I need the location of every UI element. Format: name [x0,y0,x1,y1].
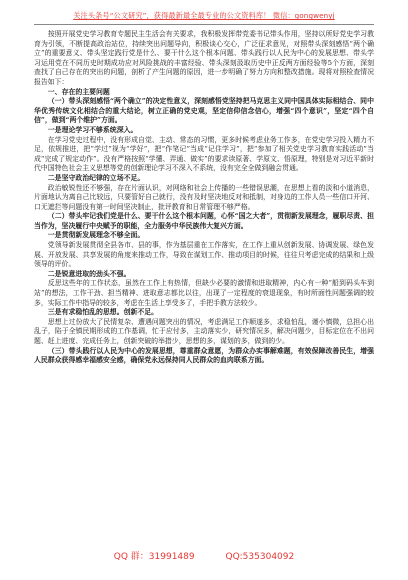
document-body [34,30,374,366]
promo-banner-link[interactable]: 关注头条号“公文研究”，获得最新最全最专业的公文资料库！ 微信：gongwenyj [73,11,335,20]
section-subheading: 二是坚守政治纪律的立场不足。 [47,173,145,182]
body-paragraph: 党领导新发展贯彻全县各市、县的事，作为基层重在工作落实，在工作上重从创新发展、协调发展、绿色发展、开放发展、共享发展的角度来推动工作，导致在谋划工作、推动项目的时候，往往只考虑完成的结果和上级领导的评价。 [34,241,374,269]
section-subheading: 二是锐意进取的劲头不强。 [47,269,131,278]
footer-qq-number: QQ:535304092 [225,552,295,562]
footer-qq-group: QQ 群：31991489 [113,552,195,562]
section-subheading: （二）带头牢记我们党是什么、要干什么这个根本问题，心怀“国之大者”，贯彻新发展理念，履职尽责、担当作为，坚决履行中央赋予的职能，全力服务中华民族伟大复兴方面。 [34,212,374,230]
header-divider [34,24,374,25]
body-paragraph: 反思这些年的工作状态，虽然在工作上有热情，但缺少必要的激情和进取精神，内心有一种“船到码头车到站”的想法，工作干劲、担当精神、进取意志都比以往，出现了一定程度的衰退现象，有时所面性问题强调的较多，实际工作中指导的较多，考虑在生活上享受多了，手把手教方法较少。 [34,279,374,307]
body-paragraph: 政治敏锐性还不够强，存在片面认识，对网络和社会上传播的一些错误思潮，在思想上看的淡和小道消息，片面地认为离自己比较远，只要管好自己就行，没有及时坚决地反对和抵制，对身边的工作人员一些信口开河、口无遮拦等问题没有第一时间坚决制止，批评教育和日常管理不够严格。 [34,183,374,211]
body-paragraph: 按照开展党史学习教育专题民主生活会有关要求，我积极发挥带党委书记带头作用，坚持以所好党史学习教育为引领，不断提高政治站位，持续突出问题导向，积极谈心交心，广泛征求意见，对照带头深刻感悟“两个确立”的重要意义、带头坚定践行党是什么、要干什么这个根本问题、带头践行以人民为中心的发展思想、带头学习运用党在不同历史时期成功应对风险挑战的丰富经验、带头深刻汲取历史中正反两方面经验等5个方面，深刻查找了自己存在的突出的问题，剖析了产生问题的原因，进一步明确了努力方向和整改措施。现将对照检查情况报告如下： [34,30,374,86]
section-subheading: （三）带头践行以人民为中心的发展思想，尊重群众意愿，为群众办实事解难题，有效保障改善民生，增强人民群众获得感幸福感安全感，确保党永远保持同人民群众的血肉联系方面。 [34,346,374,365]
section-subheading: 三是有求稳怕乱的思想。创新不足。 [47,308,159,317]
section-subheading: 一是理论学习不够系统深入。 [47,125,138,134]
section-subheading: 一是贯彻新发展理念不够全面。 [47,231,145,240]
section-heading: 一、存在的主要问题 [47,87,110,96]
section-subheading: （一）带头深刻感悟“两个确立”的决定性意义，深刻感悟党坚持把马克思主义同中国具体实际相结合、同中华优秀传统文化相结合的重大结论，树立正确的党史观，坚定信仰信念信心，增强“四个意识”，坚定“四个自信”，做到“两个维护”方面。 [34,97,374,125]
body-paragraph: 在学习党史过程中，没有形成自觉、主动、常态的习惯，更多时候考虑业务工作多，在党史学习投入精力不足，依规推进，把“学过”视为“学好”，把“作笔记”当成“记住学习”，把“参加了相关党史学习教育实践活动”当成“完成了规定动作”。没有严格按照“学懂、弄通、做实”的要求读原著、学原文、悟原理，特别是对习近平新时代中国特色社会主义思想等党的创新理论学习不深入不系统，没有完全全做到融会贯通。 [34,135,374,173]
body-paragraph: 思想上过份放大了民情复杂、遭遇问题突出的情况，考虑满足工作顺遂多，求稳怕乱，谨小慎微，总担心出乱子，陷于全镇民期形成的工作基调，忙于应付多，主动落实少，研究情况多，解决问题少，目标定位在不出问题、赶上进度、完成任务上，创新突破的举措少，思想的多，谋划的多，做到的少。 [34,317,374,345]
footer-contact [0,549,408,562]
